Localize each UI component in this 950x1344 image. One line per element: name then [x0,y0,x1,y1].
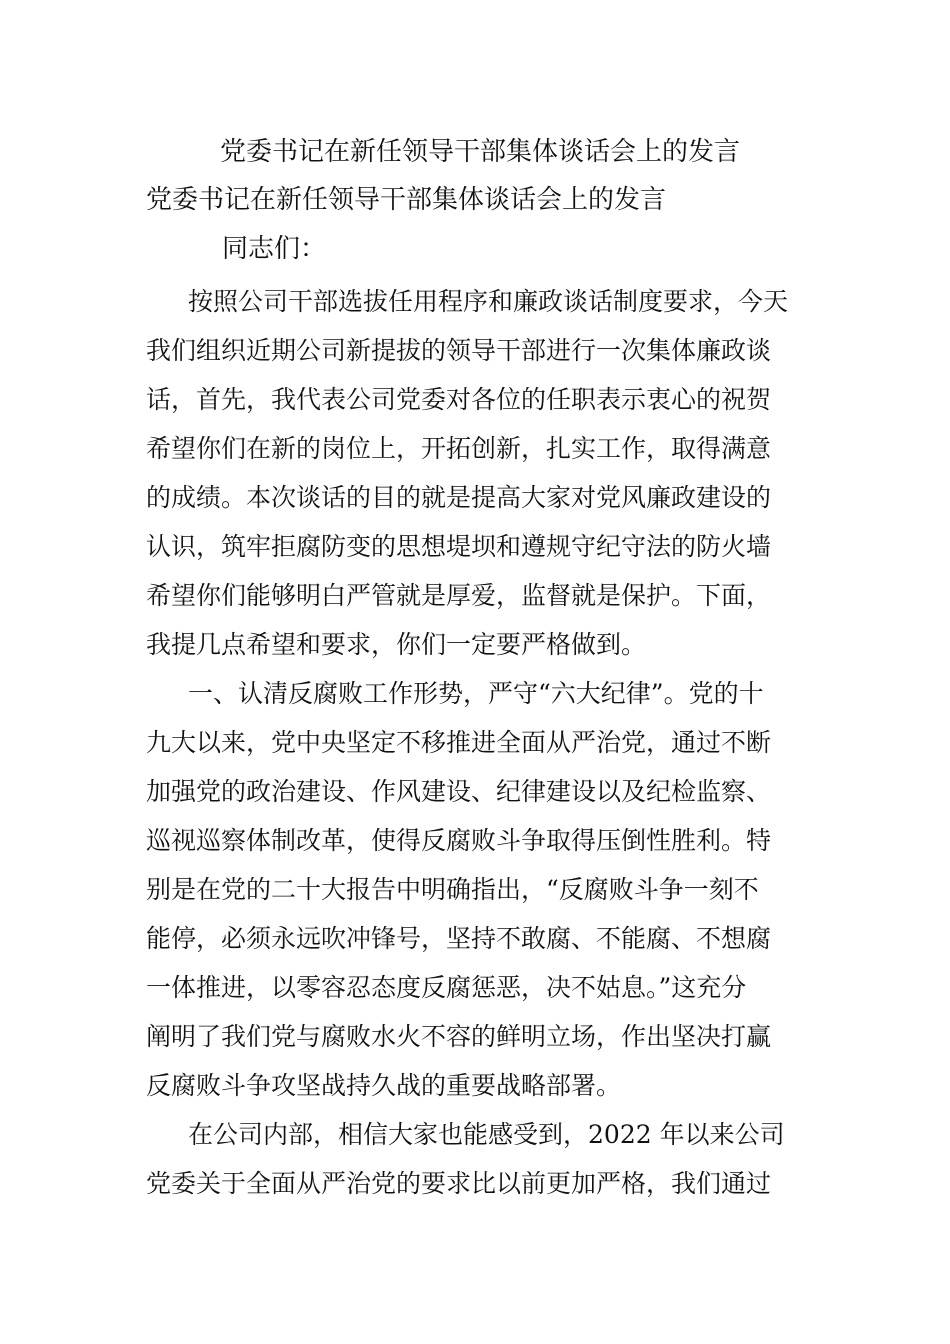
text-line: 能停，必须永远吹冲锋号，坚持不敢腐、不能腐、不想腐 [146,924,772,953]
document-title: 党委书记在新任领导干部集体谈话会上的发言 [220,137,741,167]
text-line: 党委关于全面从严治党的要求比以前更加严格，我们通过 [146,1169,772,1198]
text-line: 希望你们能够明白严管就是厚爱，监督就是保护。下面， [146,581,772,610]
text-line: 阐明了我们党与腐败水火不容的鲜明立场，作出坚决打赢 [146,1022,772,1051]
body-text [146,282,806,1213]
text-line: 希望你们在新的岗位上，开拓创新，扎实工作，取得满意 [146,434,772,463]
text-line: 按照公司干部选拔任用程序和廉政谈话制度要求，今天 [188,287,789,316]
text-line: 一体推进，以零容忍态度反腐惩恶，决不姑息。”这充分 [146,973,747,1002]
text-line: 在公司内部，相信大家也能感受到，2022 年以来公司 [188,1120,785,1149]
text-line: 认识，筑牢拒腐防变的思想堤坝和遵规守纪守法的防火墙 [146,532,772,561]
salutation: 同志们： [222,234,327,264]
text-line: 我们组织近期公司新提拔的领导干部进行一次集体廉政谈 [146,336,772,365]
text-line: 九大以来，党中央坚定不移推进全面从严治党，通过不断 [146,728,772,757]
text-line: 巡视巡察体制改革，使得反腐败斗争取得压倒性胜利。特 [146,826,772,855]
text-line: 别是在党的二十大报告中明确指出，“反腐败斗争一刻不 [146,875,759,904]
text-line: 话，首先，我代表公司党委对各位的任职表示衷心的祝贺 [146,385,772,414]
document-subtitle: 党委书记在新任领导干部集体谈话会上的发言 [146,185,667,215]
text-line: 加强党的政治建设、作风建设、纪律建设以及纪检监察、 [146,777,772,806]
text-line: 反腐败斗争攻坚战持久战的重要战略部署。 [146,1071,622,1100]
text-line: 一、认清反腐败工作形势，严守“六大纪律”。党的十 [188,679,764,708]
text-line: 的成绩。本次谈话的目的就是提高大家对党风廉政建设的 [146,483,772,512]
text-line: 我提几点希望和要求，你们一定要严格做到。 [146,630,647,659]
